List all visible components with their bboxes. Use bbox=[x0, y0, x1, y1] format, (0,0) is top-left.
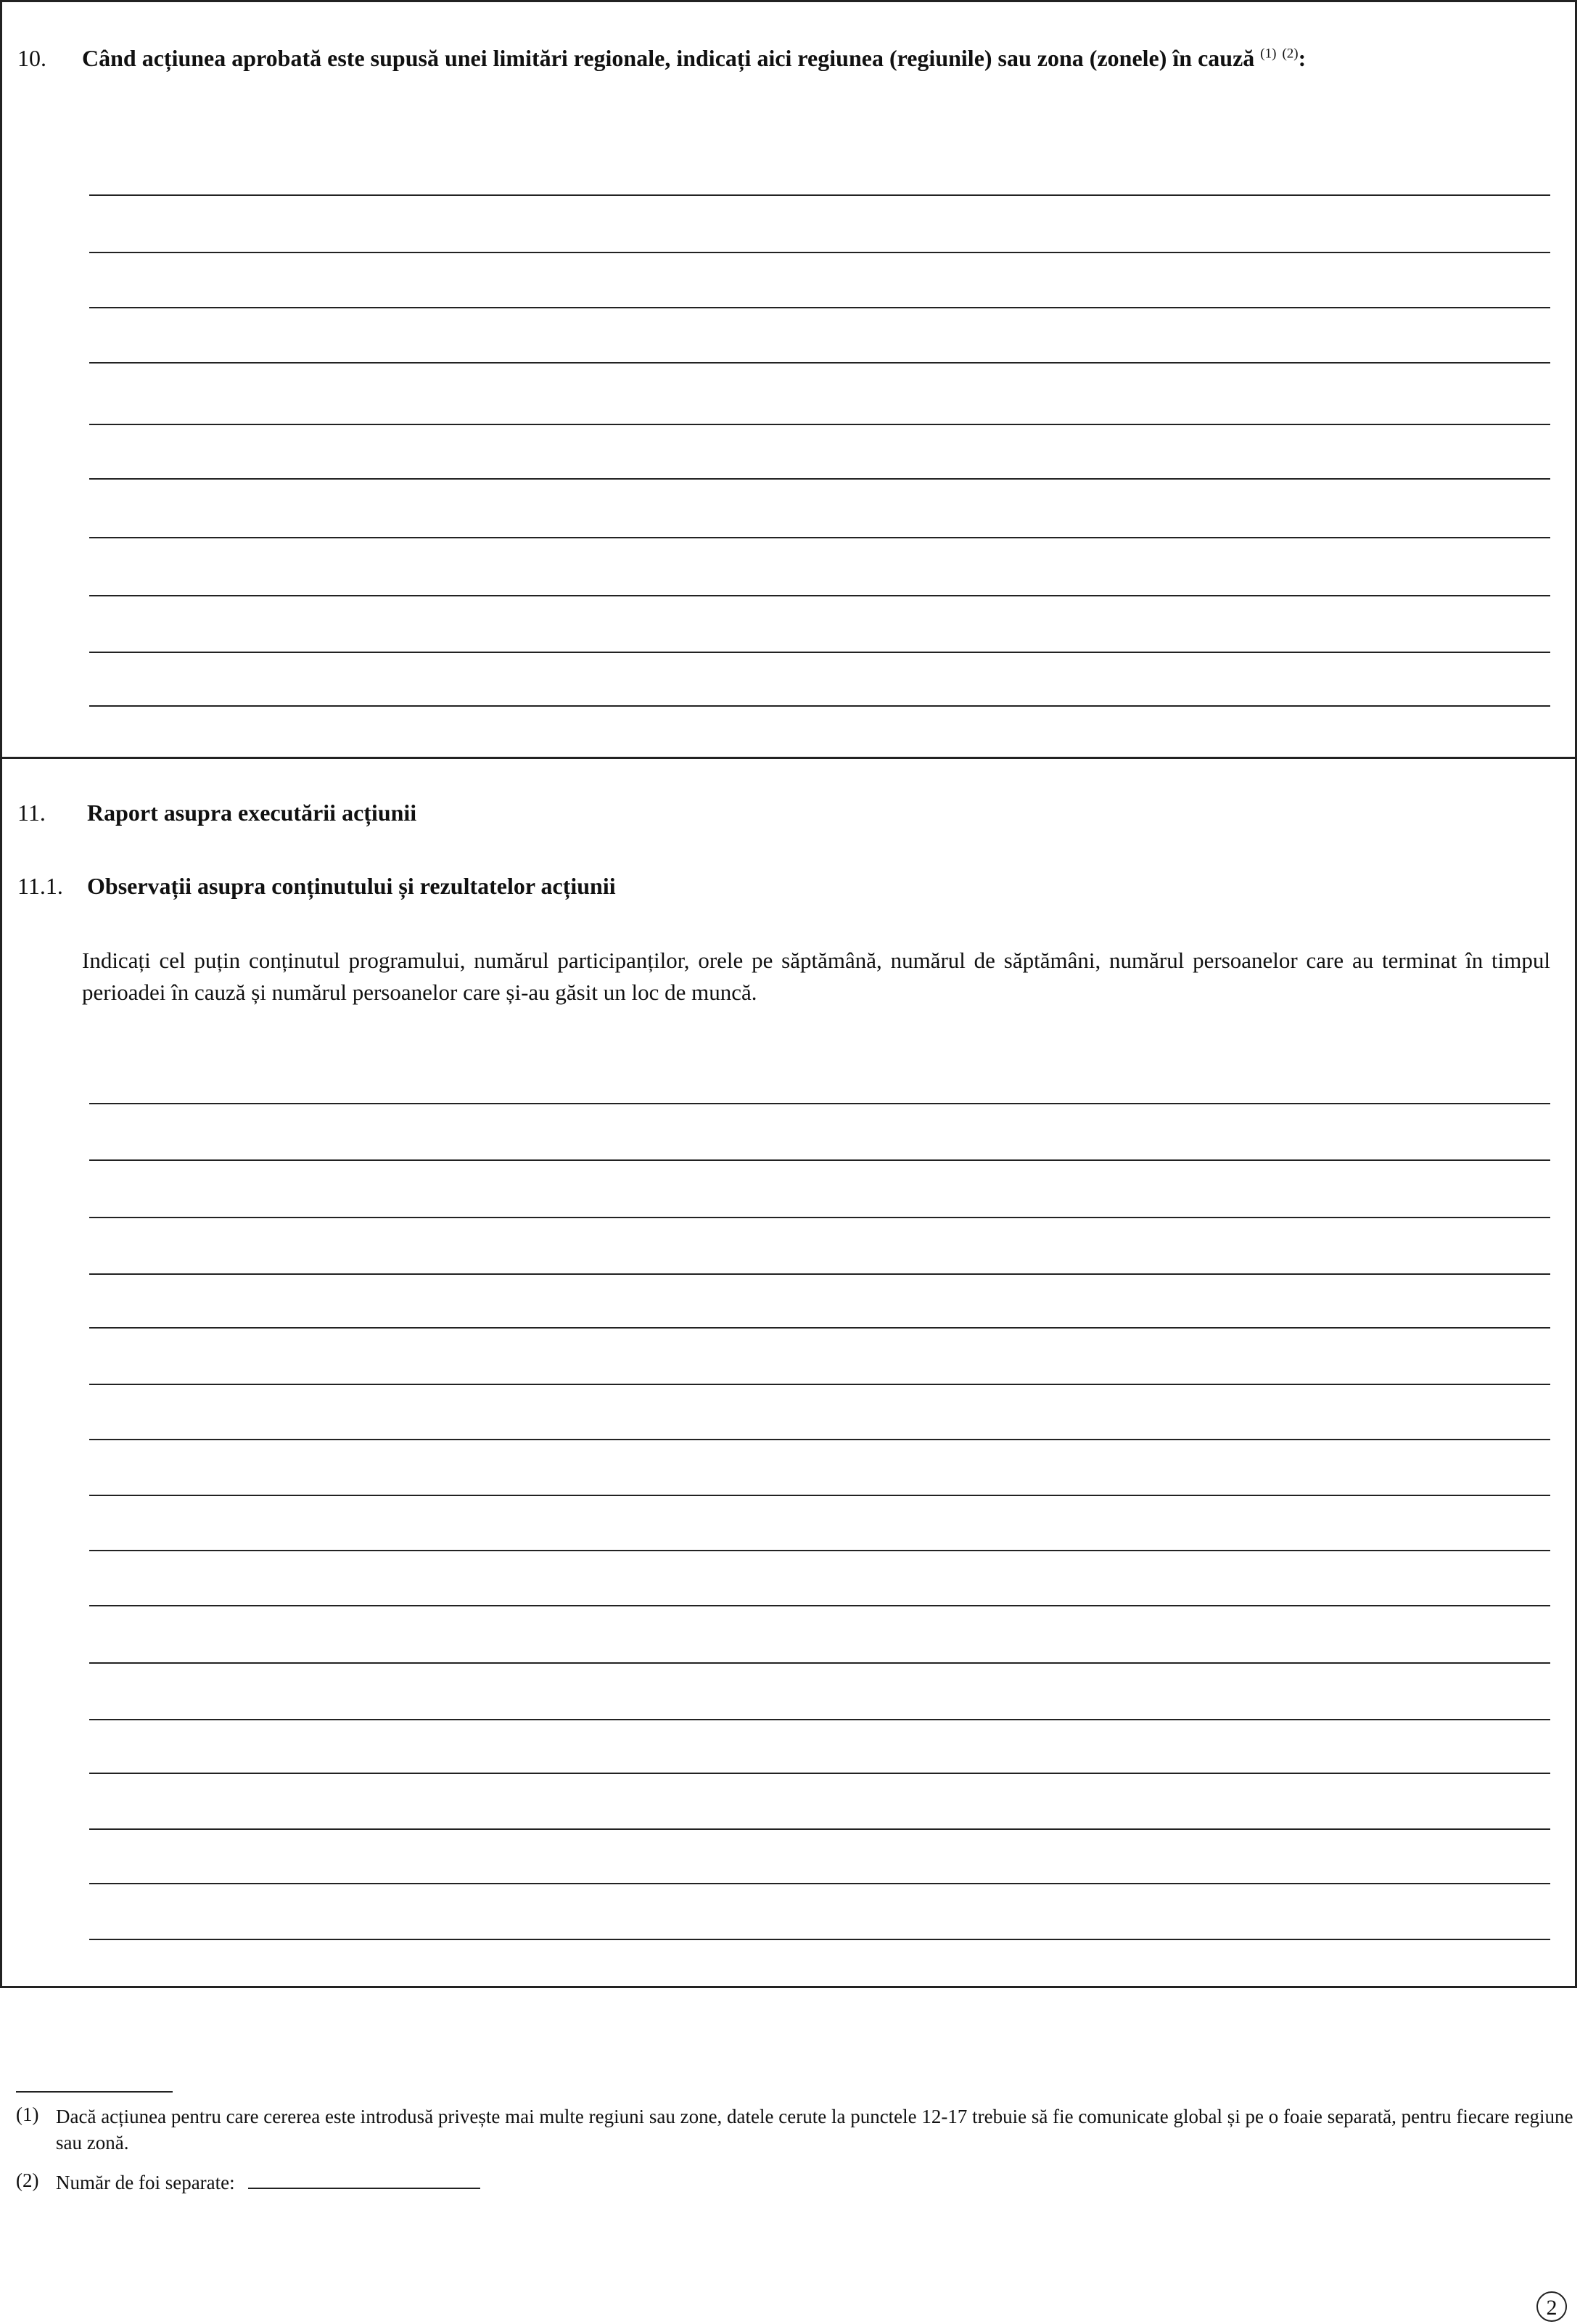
write-line[interactable] bbox=[89, 362, 1550, 364]
section-11-number: 11. bbox=[17, 800, 46, 826]
write-line[interactable] bbox=[89, 652, 1550, 653]
footnote-1-mark: (1) bbox=[16, 2103, 39, 2125]
write-line[interactable] bbox=[89, 1939, 1550, 1940]
write-line[interactable] bbox=[89, 1439, 1550, 1440]
write-line[interactable] bbox=[89, 1159, 1550, 1161]
footnote-1-text: Dacă acțiunea pentru care cererea este introdusă privește mai multe regiuni sau zone, datele cerute la punctele 12-17 trebuie să fie comunicate global și pe o foaie separată, pentru fiecare regiune sau zonă. bbox=[56, 2106, 1573, 2153]
footnote-ref-1[interactable]: (1) bbox=[1260, 46, 1277, 62]
page-number: 2 bbox=[1536, 2291, 1567, 2322]
write-line[interactable] bbox=[89, 1828, 1550, 1830]
section-10-title bbox=[82, 45, 1306, 72]
write-line[interactable] bbox=[89, 1495, 1550, 1496]
write-line[interactable] bbox=[89, 595, 1550, 596]
write-line[interactable] bbox=[89, 424, 1550, 425]
section-10-colon: : bbox=[1298, 45, 1307, 71]
write-line[interactable] bbox=[89, 1719, 1550, 1720]
write-line[interactable] bbox=[89, 1605, 1550, 1606]
write-line[interactable] bbox=[89, 1773, 1550, 1774]
section-11-1-instructions: Indicați cel puțin conținutul programului, numărul participanților, orele pe săptămână, numărul de săptămâni, numărul persoanelor care au terminat în timpul perioadei în cauză și numărul persoanelor care și-au găsit un loc de muncă. bbox=[82, 948, 1550, 1005]
write-line[interactable] bbox=[89, 194, 1550, 196]
write-line[interactable] bbox=[89, 478, 1550, 480]
write-line[interactable] bbox=[89, 705, 1550, 707]
write-line[interactable] bbox=[89, 1273, 1550, 1275]
write-line[interactable] bbox=[89, 1103, 1550, 1104]
footnote-2 bbox=[56, 2169, 480, 2196]
footnote-ref-2[interactable]: (2) bbox=[1282, 46, 1299, 62]
footnote-2-mark: (2) bbox=[16, 2169, 39, 2191]
write-line[interactable] bbox=[89, 252, 1550, 253]
section-11-title: Raport asupra executării acțiunii bbox=[87, 800, 417, 826]
write-line[interactable] bbox=[89, 1384, 1550, 1385]
separate-sheets-count-field[interactable] bbox=[248, 2172, 480, 2189]
footnote-2-text: Număr de foi separate: bbox=[56, 2172, 235, 2193]
section-11-1-title: Observații asupra conținutului și rezultatelor acțiunii bbox=[87, 873, 616, 899]
write-line[interactable] bbox=[89, 1662, 1550, 1664]
footnote-separator bbox=[16, 2091, 173, 2093]
section-11-1-number: 11.1. bbox=[17, 873, 63, 899]
write-line[interactable] bbox=[89, 1217, 1550, 1218]
section-10-number: 10. bbox=[17, 45, 46, 71]
write-line[interactable] bbox=[89, 1883, 1550, 1884]
write-line[interactable] bbox=[89, 1550, 1550, 1551]
write-line[interactable] bbox=[89, 537, 1550, 538]
section-10-box bbox=[0, 0, 1577, 759]
section-10-title-text: Când acțiunea aprobată este supusă unei limitări regionale, indicați aici regiunea (regiunile) sau zona (zonele) în cauză bbox=[82, 45, 1255, 71]
write-line[interactable] bbox=[89, 1327, 1550, 1329]
write-line[interactable] bbox=[89, 307, 1550, 308]
section-11-box bbox=[0, 757, 1577, 1988]
